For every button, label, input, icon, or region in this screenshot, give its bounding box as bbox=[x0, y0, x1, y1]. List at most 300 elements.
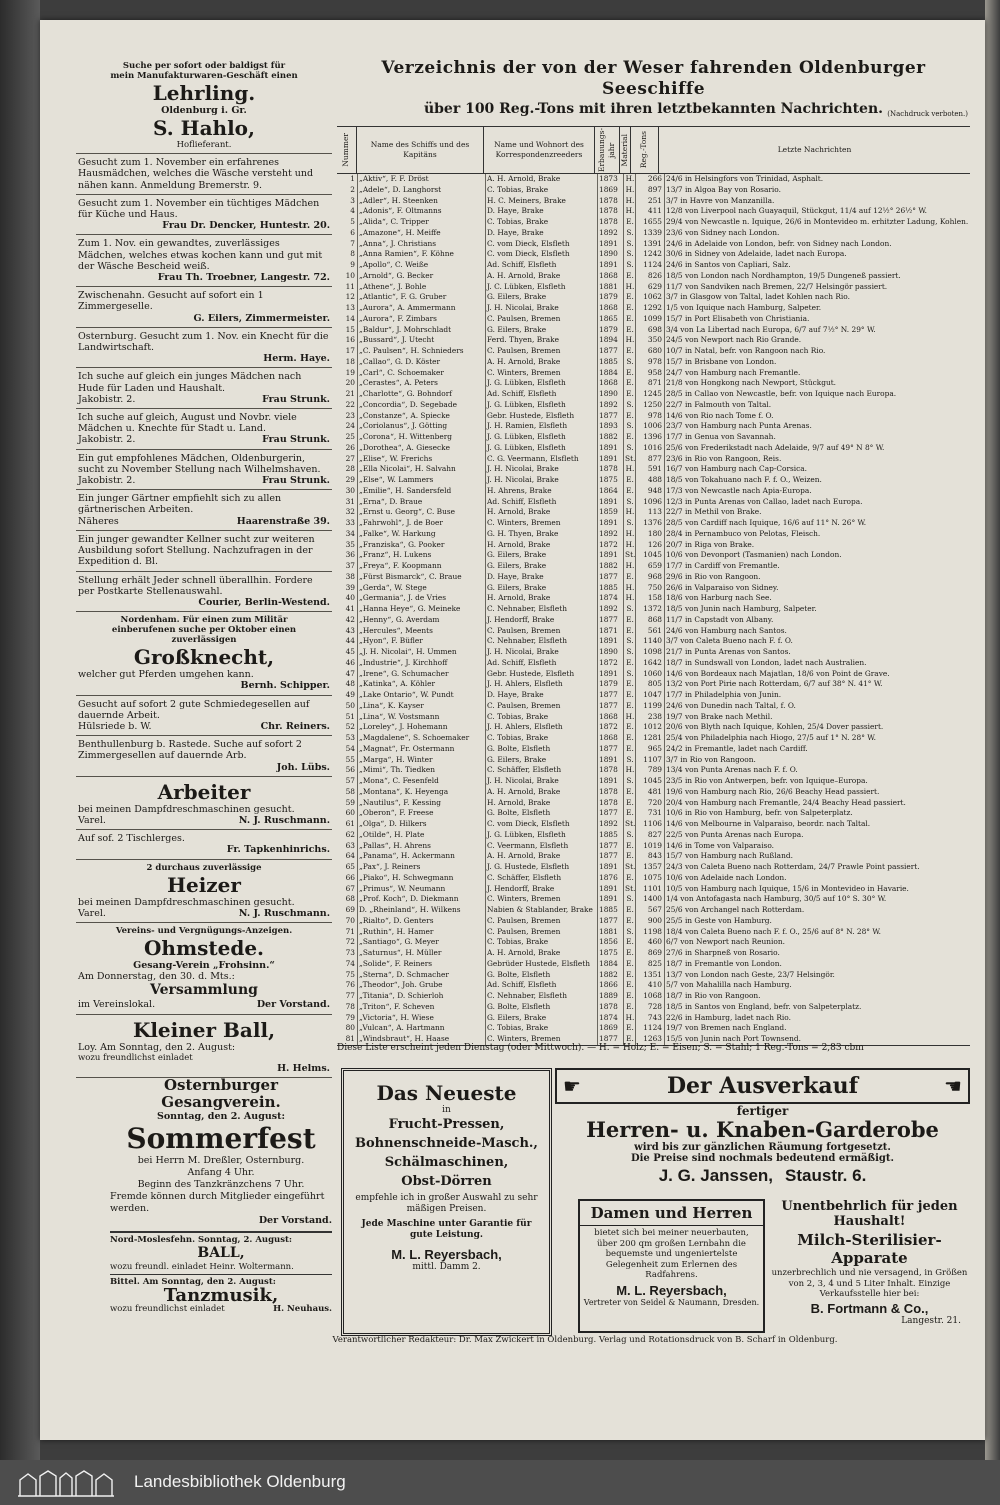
ship-owner: Ad. Schiff, Elsfleth bbox=[486, 658, 598, 669]
ship-material: S. bbox=[624, 249, 636, 260]
header-news: Letzte Nachrichten bbox=[777, 145, 852, 154]
ship-news: 13/2 von Port Pirie nach Rotterdam, 6/7 auf 38° N. 41° W. bbox=[666, 679, 883, 689]
ship-name: „Fahrwohl“, J. de Boer bbox=[358, 518, 486, 529]
ship-news: 19/7 von Bremen nach England. bbox=[666, 1023, 787, 1033]
jansen-name: J. G. Janssen, bbox=[658, 1166, 774, 1185]
ad-headline: Versammlung bbox=[150, 982, 258, 999]
jansen-line1: wird bis zur gänzlichen Räumung fortgesetzt. bbox=[634, 1142, 891, 1153]
ship-owner: H. Ahrens, Brake bbox=[486, 486, 598, 497]
neueste-name: M. L. Reyersbach, bbox=[391, 1247, 502, 1262]
ship-material: H. bbox=[625, 1012, 635, 1022]
ship-material: E. bbox=[624, 744, 636, 755]
table-row bbox=[337, 314, 970, 325]
ad-line: Suche per sofort oder baldigst für bbox=[122, 61, 286, 71]
pointing-hand-icon: ☛ bbox=[563, 1074, 581, 1098]
table-row bbox=[337, 948, 970, 959]
ship-number: 58 bbox=[337, 787, 358, 798]
ship-year: 1866 bbox=[598, 980, 624, 991]
ship-tons: 1068 bbox=[636, 991, 665, 1002]
ad-text: wozu freundlichst einladet bbox=[78, 1052, 193, 1063]
classified-ad bbox=[76, 195, 332, 236]
classified-ad bbox=[76, 531, 332, 572]
ad-signature-row bbox=[78, 220, 330, 231]
table-row bbox=[337, 959, 970, 970]
ad-line: 2 durchaus zuverlässige bbox=[146, 862, 262, 873]
ship-number: 29 bbox=[337, 475, 358, 486]
table-row bbox=[337, 744, 970, 755]
table-row bbox=[337, 798, 970, 809]
ship-material: St. bbox=[625, 550, 636, 560]
ad-role: Hoflieferant. bbox=[176, 140, 232, 151]
ad-signature: Frau Strunk. bbox=[262, 434, 330, 446]
ship-material: H. bbox=[625, 184, 635, 194]
table-row bbox=[337, 1013, 970, 1024]
ship-owner: C. Schäffer, Elsfleth bbox=[486, 765, 598, 776]
ship-name: „Franziska“, G. Pooker bbox=[358, 540, 486, 551]
ship-material: H. bbox=[625, 464, 635, 474]
ship-owner: D. Haye, Brake bbox=[486, 206, 598, 217]
ship-news: 12/8 von Liverpool nach Guayaquil, Stückgut, 11/4 auf 12½° 26½° W. bbox=[666, 206, 928, 216]
neueste-ad bbox=[341, 1068, 552, 1336]
neueste-item-2: Bohnenschneide-Masch., bbox=[355, 1136, 538, 1151]
ship-number: 81 bbox=[337, 1034, 358, 1045]
ship-material: H. bbox=[625, 593, 635, 603]
ship-year: 1868 bbox=[598, 378, 624, 389]
ship-news: 1/5 von Iquique nach Hamburg, Salpeter. bbox=[666, 303, 822, 312]
ship-tons: 680 bbox=[636, 346, 665, 357]
table-row bbox=[337, 572, 970, 583]
ship-name: „Charlotte“, G. Bohndorf bbox=[358, 389, 486, 400]
ship-tons: 900 bbox=[636, 916, 665, 927]
ship-owner: C. Winters, Bremen bbox=[486, 894, 598, 905]
ship-tons: 1075 bbox=[636, 873, 665, 884]
ship-name: „Hercules“, Meents bbox=[358, 626, 486, 637]
classified-ad bbox=[76, 830, 332, 859]
ship-name: „Elise“, W. Frerichs bbox=[358, 454, 486, 465]
moslesfehn-ad-text: Nord-Moslesfehn. Sonntag, 2. August: bbox=[110, 1235, 293, 1245]
table-row bbox=[337, 292, 970, 303]
ship-year: 1882 bbox=[598, 970, 624, 981]
ship-year: 1879 bbox=[598, 325, 624, 336]
ship-owner: A. H. Arnold, Brake bbox=[486, 948, 598, 959]
ship-tons: 978 bbox=[636, 411, 665, 422]
ship-name: „Santiago“, G. Meyer bbox=[358, 937, 486, 948]
ship-material: St. bbox=[625, 453, 636, 463]
ship-number: 12 bbox=[337, 292, 358, 303]
table-row bbox=[337, 260, 970, 271]
ship-tons: 113 bbox=[636, 507, 665, 518]
ship-name: „Henny“, G. Averdam bbox=[358, 615, 486, 626]
ship-table bbox=[337, 126, 970, 1046]
ship-owner: G. Bolte, Elsfleth bbox=[486, 744, 598, 755]
ship-owner: J. Hendorff, Brake bbox=[486, 884, 598, 895]
ship-name: „Victoria“, H. Wiese bbox=[358, 1013, 486, 1024]
fortmann-headline2: Milch-Sterilisier-Apparate bbox=[797, 1231, 942, 1267]
ship-news: 23/7 von Hamburg nach Punta Arenas. bbox=[666, 421, 812, 431]
ship-table-header bbox=[337, 127, 970, 174]
ad-line: mein Manufakturwaren-Geschäft einen bbox=[110, 71, 298, 81]
ad-signature-row bbox=[78, 762, 330, 773]
ship-tons: 1060 bbox=[636, 669, 665, 680]
ship-owner: H. C. Meiners, Brake bbox=[486, 196, 598, 207]
fortmann-text: unzerbrechlich und nie versagend, in Größen von 2, 3, 4 und 5 Liter Inhalt. Einzige Verkaufsstelle hier bei: bbox=[771, 1268, 968, 1299]
ship-number: 50 bbox=[337, 701, 358, 712]
ship-tons: 877 bbox=[636, 454, 665, 465]
ship-owner: H. Arnold, Brake bbox=[486, 540, 598, 551]
ad-line: Vereins- und Vergnügungs-Anzeigen. bbox=[115, 925, 293, 936]
ship-number: 25 bbox=[337, 432, 358, 443]
ship-year: 1879 bbox=[598, 679, 624, 690]
table-row bbox=[337, 604, 970, 615]
table-row bbox=[337, 518, 970, 529]
ship-number: 20 bbox=[337, 378, 358, 389]
ship-year: 1891 bbox=[598, 497, 624, 508]
ship-tons: 968 bbox=[636, 572, 665, 583]
ship-number: 28 bbox=[337, 464, 358, 475]
ship-tons: 126 bbox=[636, 540, 665, 551]
ship-number: 1 bbox=[337, 174, 358, 185]
ship-material: E. bbox=[624, 1023, 636, 1034]
ship-number: 37 bbox=[337, 561, 358, 572]
table-row bbox=[337, 626, 970, 637]
ship-material: E. bbox=[624, 658, 636, 669]
ship-news: 27/6 in Sharpneß von Rosario. bbox=[666, 948, 780, 957]
table-row bbox=[337, 357, 970, 368]
ship-number: 44 bbox=[337, 636, 358, 647]
ship-tons: 978 bbox=[636, 357, 665, 368]
ship-owner: J. G. Hustede, Elsfleth bbox=[486, 862, 598, 873]
ship-year: 1885 bbox=[598, 830, 624, 841]
neueste-addr: mittl. Damm 2. bbox=[412, 1262, 481, 1272]
header-tons: Reg.-Tons bbox=[631, 127, 659, 173]
ship-material: H. bbox=[625, 206, 635, 216]
table-row bbox=[337, 851, 970, 862]
ship-name: „Arnold“, G. Becker bbox=[358, 271, 486, 282]
ad-signature-row bbox=[78, 597, 330, 608]
ship-year: 1891 bbox=[598, 776, 624, 787]
ship-name: „Pallas“, H. Ahrens bbox=[358, 841, 486, 852]
ship-tons: 460 bbox=[636, 937, 665, 948]
ship-news: 3/7 in Glasgow von Taltal, ladet Kohlen nach Rio. bbox=[666, 292, 850, 302]
ship-number: 22 bbox=[337, 400, 358, 411]
ad-name: S. Hahlo, bbox=[153, 116, 255, 141]
ship-material: E. bbox=[624, 314, 636, 325]
ship-year: 1878 bbox=[598, 217, 624, 228]
ship-year: 1869 bbox=[598, 185, 624, 196]
ship-news: 29/6 in Rio von Rangoon. bbox=[666, 571, 761, 581]
ship-name: „Saturnus“, H. Müller bbox=[358, 948, 486, 959]
ship-name: „Anna“, J. Christians bbox=[358, 239, 486, 250]
ship-owner: Gebrüder Hustede, Elsfleth bbox=[486, 959, 598, 970]
table-row bbox=[337, 894, 970, 905]
ship-material: E. bbox=[624, 271, 636, 282]
table-row bbox=[337, 701, 970, 712]
classified-ad bbox=[76, 612, 332, 695]
ship-tons: 180 bbox=[636, 529, 665, 540]
ship-tons: 1019 bbox=[636, 841, 665, 852]
ship-number: 68 bbox=[337, 894, 358, 905]
ship-news: 21/8 von Hongkong nach Newport, Stückgut. bbox=[666, 378, 837, 388]
ship-material: E. bbox=[624, 798, 636, 809]
ship-owner: C. Tobias, Brake bbox=[486, 712, 598, 723]
ship-owner: J. H. Nicolai, Brake bbox=[486, 464, 598, 475]
ship-name: „Freya“, F. Koopmann bbox=[358, 561, 486, 572]
ship-number: 51 bbox=[337, 712, 358, 723]
ship-name: „Magdalene“, S. Schoemaker bbox=[358, 733, 486, 744]
ship-number: 42 bbox=[337, 615, 358, 626]
table-row bbox=[337, 884, 970, 895]
ship-name: „Theodor“, Joh. Grube bbox=[358, 980, 486, 991]
ship-name: „Cerastes“, A. Peters bbox=[358, 378, 486, 389]
ship-owner: G. Bolte, Elsfleth bbox=[486, 970, 598, 981]
ship-owner: J. G. Lübken, Elsfleth bbox=[486, 443, 598, 454]
damen-text: bietet sich bei meiner neuerbauten, über 200 qm großen Lernbahn die bequemste und ungeniertelste Gelegenheit zum Erlernen des Radfahrens. bbox=[594, 1228, 749, 1280]
ad-line: zuverlässigen bbox=[171, 635, 237, 646]
ship-news: 18/7 in Rio von Rangoon. bbox=[666, 991, 761, 1000]
ship-news: 28/5 von Cardiff nach Iquique, 16/6 auf 11° N. 26° W. bbox=[666, 518, 867, 527]
classified-ad bbox=[76, 572, 332, 613]
ship-name: „Fürst Bismarck“, C. Braue bbox=[358, 572, 486, 583]
ship-number: 31 bbox=[337, 497, 358, 508]
table-row bbox=[337, 991, 970, 1002]
ship-news: 16/7 von Hamburg nach Cap-Corsica. bbox=[666, 464, 808, 474]
ship-year: 1878 bbox=[598, 787, 624, 798]
ship-tons: 1198 bbox=[636, 927, 665, 938]
table-row bbox=[337, 206, 970, 217]
ship-name: „Oberon“, F. Freese bbox=[358, 808, 486, 819]
ship-material: S. bbox=[624, 776, 636, 787]
ship-material: E. bbox=[624, 1034, 636, 1045]
ship-material: H. bbox=[625, 528, 635, 538]
ship-news: 15/7 in Brisbane von London. bbox=[666, 356, 777, 366]
ship-material: S. bbox=[624, 755, 636, 766]
ship-name: „Rialto“, D. Genters bbox=[358, 916, 486, 927]
ship-owner: C. Winters, Bremen bbox=[486, 368, 598, 379]
table-row bbox=[337, 787, 970, 798]
ship-name: „C. Paulsen“, H. Schnieders bbox=[358, 346, 486, 357]
ship-tons: 1045 bbox=[636, 550, 665, 561]
ship-news: 18/5 von Tokahuano nach F. f. O., Weizen. bbox=[666, 475, 822, 484]
ship-year: 1874 bbox=[598, 593, 624, 604]
ship-tons: 1124 bbox=[636, 260, 665, 271]
jansen-headline2: Herren- u. Knaben-Garderobe bbox=[586, 1117, 939, 1142]
ship-name: „Aurora“, F. Zimbars bbox=[358, 314, 486, 325]
ship-news: 10/6 in Rio von Hamburg, befr. von Salpeterplatz. bbox=[666, 808, 853, 818]
ship-material: E. bbox=[624, 292, 636, 303]
ship-year: 1890 bbox=[598, 389, 624, 400]
ship-news: 11/7 in Capstadt von Albany. bbox=[666, 614, 774, 624]
ship-material: E. bbox=[624, 389, 636, 400]
ship-name: „Aurora“, A. Ammermann bbox=[358, 303, 486, 314]
ad-location: Jakobistr. 2. bbox=[78, 475, 136, 487]
ship-owner: G. Eilers, Brake bbox=[486, 550, 598, 561]
ship-owner: H. Arnold, Brake bbox=[486, 798, 598, 809]
ship-list-footer: Diese Liste erscheint jeden Dienstag (oder Mittwoch). — H. = Holz; E. = Eisen; S. = Stahl; 1 Reg.-Tons = 2,83 cbm bbox=[337, 1043, 864, 1053]
ship-news: 23/6 in Rio von Rangoon, Reis. bbox=[666, 453, 782, 463]
ship-number: 65 bbox=[337, 862, 358, 873]
ship-year: 1891 bbox=[598, 239, 624, 250]
classified-ad bbox=[76, 328, 332, 369]
ship-number: 27 bbox=[337, 454, 358, 465]
table-row bbox=[337, 174, 970, 185]
ship-news: 14/6 von Melbourne in Valparaiso, beordr. nach Taltal. bbox=[666, 819, 871, 828]
ship-news: 17/7 in Cardiff von Fremantle. bbox=[666, 561, 780, 570]
ship-year: 1882 bbox=[598, 432, 624, 443]
ship-name: „Otilde“, H. Plate bbox=[358, 830, 486, 841]
neueste-in: in bbox=[442, 1105, 451, 1115]
ship-material: E. bbox=[624, 959, 636, 970]
osternburg-start: Anfang 4 Uhr. bbox=[187, 1167, 255, 1178]
ship-owner: C. Tobias, Brake bbox=[486, 937, 598, 948]
ship-owner: Gebr. Hustede, Elsfleth bbox=[486, 411, 598, 422]
ship-owner: Nabien & Stablander, Brake bbox=[486, 905, 598, 916]
table-row bbox=[337, 497, 970, 508]
ship-tons: 1107 bbox=[636, 755, 665, 766]
ad-signature: Joh. Lübs. bbox=[276, 761, 330, 773]
table-row bbox=[337, 830, 970, 841]
ship-name: „Corona“, H. Wittenberg bbox=[358, 432, 486, 443]
ship-tons: 659 bbox=[636, 561, 665, 572]
ship-material: E. bbox=[624, 787, 636, 798]
ship-owner: G. Bolte, Elsfleth bbox=[486, 808, 598, 819]
ship-year: 1890 bbox=[598, 647, 624, 658]
ship-news: 19/7 von Brake nach Methil. bbox=[666, 711, 773, 721]
ship-number: 67 bbox=[337, 884, 358, 895]
ship-tons: 481 bbox=[636, 787, 665, 798]
table-row bbox=[337, 335, 970, 346]
bittel-ad-text: Bittel. Am Sonntag, den 2. August: bbox=[110, 1277, 276, 1287]
ship-material: S. bbox=[624, 830, 636, 841]
ship-year: 1884 bbox=[598, 368, 624, 379]
ship-news: 30/6 in Sidney von Adelaide, ladet nach Europa. bbox=[666, 249, 847, 259]
ship-tons: 1062 bbox=[636, 292, 665, 303]
ship-news: 5/7 von Mahalilla nach Hamburg. bbox=[666, 980, 792, 990]
ship-material: H. bbox=[625, 539, 635, 549]
ad-text: bei meinen Dampfdreschmaschinen gesucht. bbox=[78, 803, 295, 815]
bittel-ad-sign: H. Neuhaus. bbox=[273, 1304, 332, 1314]
ship-number: 11 bbox=[337, 282, 358, 293]
table-row bbox=[337, 593, 970, 604]
ship-year: 1891 bbox=[598, 669, 624, 680]
ship-name: „Prof. Koch“, D. Diekmann bbox=[358, 894, 486, 905]
table-row bbox=[337, 808, 970, 819]
bittel-ad-sub: wozu freundlichst einladet bbox=[110, 1304, 225, 1314]
table-row bbox=[337, 185, 970, 196]
ad-signature-row bbox=[78, 272, 330, 283]
ship-news: 15/5 von Junin nach Port Townsend. bbox=[666, 1034, 801, 1043]
ship-year: 1891 bbox=[598, 894, 624, 905]
ship-material: E. bbox=[624, 808, 636, 819]
ship-number: 46 bbox=[337, 658, 358, 669]
classified-ad bbox=[76, 923, 332, 1015]
ship-number: 39 bbox=[337, 583, 358, 594]
ship-material: E. bbox=[624, 690, 636, 701]
ad-text: Benthullenburg b. Rastede. Suche auf sofort 2 Zimmergesellen auf dauernde Arb. bbox=[78, 739, 302, 762]
ship-number: 64 bbox=[337, 851, 358, 862]
ship-news: 28/5 in Callao von Newcastle, befr. von Iquique nach Europa. bbox=[666, 389, 897, 398]
ship-year: 1878 bbox=[598, 196, 624, 207]
ship-number: 21 bbox=[337, 389, 358, 400]
ship-number: 26 bbox=[337, 443, 358, 454]
ship-owner: J. Hendorff, Brake bbox=[486, 615, 598, 626]
table-row bbox=[337, 282, 970, 293]
ship-material: S. bbox=[624, 604, 636, 615]
ad-text: Gesucht zum 1. November ein tüchtiges Mädchen für Küche und Haus. bbox=[78, 197, 320, 221]
ship-material: E. bbox=[624, 841, 636, 852]
table-row bbox=[337, 217, 970, 228]
ship-number: 70 bbox=[337, 916, 358, 927]
ship-news: 22/5 von Punta Arenas nach Europa. bbox=[666, 829, 804, 839]
ship-material: E. bbox=[624, 572, 636, 583]
ship-news: 17/7 in Philadelphia von Junin. bbox=[666, 690, 782, 699]
ship-material: E. bbox=[624, 411, 636, 422]
table-row bbox=[337, 561, 970, 572]
ship-number: 4 bbox=[337, 206, 358, 217]
ship-number: 23 bbox=[337, 411, 358, 422]
ship-news: 13/7 in Algoa Bay von Rosario. bbox=[666, 184, 781, 194]
ship-owner: J. G. Lübken, Elsfleth bbox=[486, 400, 598, 411]
ship-owner: C. Winters, Bremen bbox=[486, 518, 598, 529]
ship-news: 18/6 von Harburg nach See. bbox=[666, 593, 772, 603]
ship-year: 1877 bbox=[598, 615, 624, 626]
ship-name: „Primus“, W. Neumann bbox=[358, 884, 486, 895]
ship-news: 23/5 in Rio von Antwerpen, befr. von Iquique–Europa. bbox=[666, 776, 868, 785]
ship-year: 1876 bbox=[598, 873, 624, 884]
ship-material: S. bbox=[624, 927, 636, 938]
classified-ad bbox=[76, 860, 332, 923]
table-row bbox=[337, 712, 970, 723]
ship-number: 79 bbox=[337, 1013, 358, 1024]
header-number: Nummer bbox=[337, 127, 357, 173]
table-row bbox=[337, 486, 970, 497]
ship-owner: J. H. Nicolai, Brake bbox=[486, 776, 598, 787]
table-row bbox=[337, 669, 970, 680]
ship-number: 30 bbox=[337, 486, 358, 497]
ship-news: 22/7 in Methil von Brake. bbox=[666, 507, 762, 517]
ship-owner: J. H. Ahlers, Elsfleth bbox=[486, 722, 598, 733]
ship-year: 1875 bbox=[598, 948, 624, 959]
ship-number: 17 bbox=[337, 346, 358, 357]
ship-name: „Mimi“, Th. Tiedken bbox=[358, 765, 486, 776]
ship-material: H. bbox=[625, 174, 635, 183]
ad-signature: H. Helms. bbox=[277, 1062, 330, 1074]
ship-name: „Marga“, H. Winter bbox=[358, 755, 486, 766]
ship-tons: 1106 bbox=[636, 819, 665, 830]
ship-owner: D. Haye, Brake bbox=[486, 572, 598, 583]
ship-number: 63 bbox=[337, 841, 358, 852]
ship-owner: Ad. Schiff, Elsfleth bbox=[486, 389, 598, 400]
ad-signature-row bbox=[78, 680, 330, 691]
ship-number: 71 bbox=[337, 927, 358, 938]
ship-news: 14/6 von Bordeaux nach Majatlan, 18/6 von Point de Grave. bbox=[666, 668, 890, 678]
ship-number: 40 bbox=[337, 593, 358, 604]
ship-news: 24/7 von Hamburg nach Fremantle. bbox=[666, 367, 801, 377]
ship-owner: C. Nehnaber, Elsfleth bbox=[486, 636, 598, 647]
ship-number: 75 bbox=[337, 970, 358, 981]
table-row bbox=[337, 841, 970, 852]
ship-owner: C. G. Veermann, Elsfleth bbox=[486, 454, 598, 465]
fortmann-addr: Langestr. 21. bbox=[901, 1315, 961, 1326]
ship-tons: 567 bbox=[636, 905, 665, 916]
ship-owner: A. H. Arnold, Brake bbox=[486, 851, 598, 862]
ad-location: Varel. bbox=[78, 814, 106, 826]
neueste-item-3: Schälmaschinen, bbox=[384, 1155, 509, 1170]
ship-number: 45 bbox=[337, 647, 358, 658]
ad-signature: Bernh. Schipper. bbox=[240, 680, 330, 692]
ship-news: 3/4 von La Libertad nach Europa, 6/7 auf 7½° N. 29° W. bbox=[666, 324, 876, 334]
ship-news: 17/3 von Newcastle nach Apia-Europa. bbox=[666, 485, 812, 495]
ship-tons: 561 bbox=[636, 626, 665, 637]
